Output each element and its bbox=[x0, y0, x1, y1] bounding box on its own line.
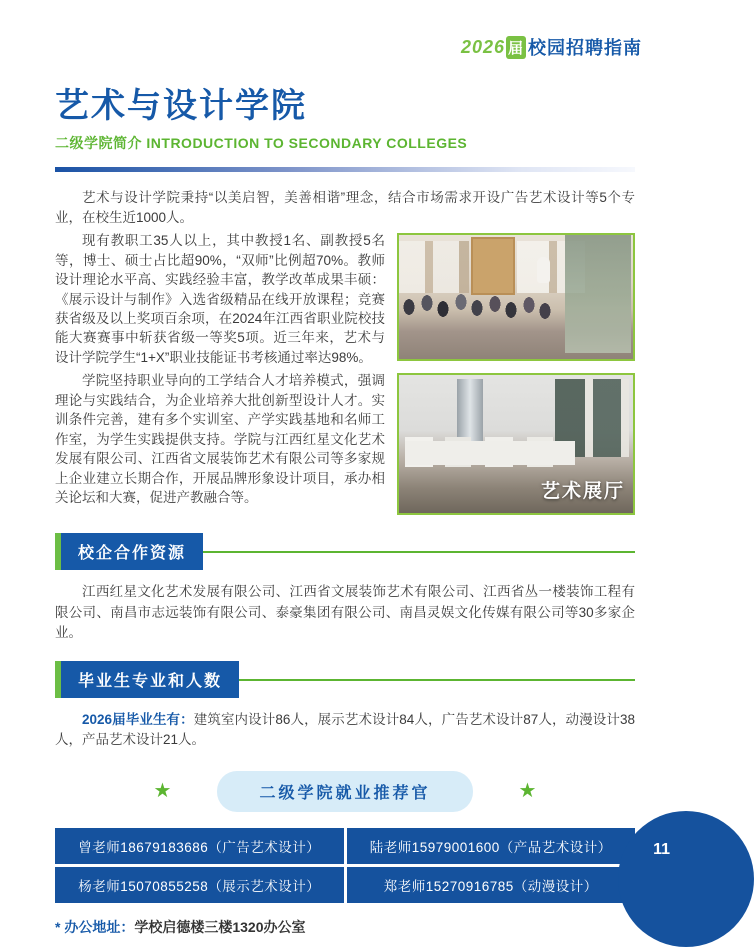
title-block bbox=[55, 88, 635, 172]
star-icon: ★ bbox=[518, 780, 537, 803]
intro-section bbox=[55, 188, 635, 515]
section-heading-cooperation bbox=[55, 533, 635, 570]
heading-label: 校企合作资源 bbox=[61, 533, 203, 570]
contact-cell: 陆老师15979001600（产品艺术设计） bbox=[347, 828, 636, 864]
photo-lecture-statue bbox=[537, 257, 550, 283]
office-address-label: * 办公地址： bbox=[55, 918, 135, 935]
star-icon: ★ bbox=[153, 780, 172, 803]
masthead-guide-title: 校园招聘指南 bbox=[528, 38, 642, 58]
page-title: 艺术与设计学院 bbox=[55, 87, 307, 125]
page-number: 11 bbox=[653, 841, 670, 858]
masthead-year: 2026 bbox=[460, 36, 505, 57]
intro-paragraph-2: 现有教职工35人以上，其中教授1名、副教授5名等，博士、硕士占比超90%，“双师”比例超70%。教师设计理论水平高、实践经验丰富，教学改革成果丰硕：《展示设计与制作》入选省级精品在线开放课程；竞赛获省级及以上奖项百余项，在2024年江西省职业院校技能大赛赛事中斩获省级一等奖5项。近三年来，艺术与设计学院学生“1+X”职业技能证书考核通过率达98%。 bbox=[55, 233, 385, 365]
photo-exhibition-pedestals bbox=[405, 437, 575, 467]
office-address bbox=[55, 917, 635, 937]
recommender-pill: 二级学院就业推荐官 bbox=[217, 771, 472, 812]
graduates-detail: 建筑室内设计86人，展示艺术设计84人，广告艺术设计87人，动漫设计38人，产品艺术设计21人。 bbox=[55, 712, 635, 748]
photo-lecture-screen-wall bbox=[565, 235, 631, 353]
section-heading-graduates bbox=[55, 661, 635, 698]
graduates-body bbox=[55, 710, 635, 751]
corner-shape bbox=[618, 811, 754, 947]
page-subtitle: 二级学院简介 INTRODUCTION TO SECONDARY COLLEGES bbox=[55, 135, 468, 152]
contact-cell: 曾老师18679183686（广告艺术设计） bbox=[55, 828, 344, 864]
photo-lecture-hall bbox=[397, 233, 635, 361]
office-address-value: 学校启德楼三楼1320办公室 bbox=[134, 918, 306, 935]
photo-exhibition-label: 艺术展厅 bbox=[540, 480, 625, 502]
title-divider bbox=[55, 167, 635, 172]
contact-table bbox=[55, 828, 635, 903]
intro-paragraph-3: 学院坚持职业导向的工学结合人才培养模式，强调理论与实践结合，为企业培养大批创新型设计人才。实训条件完善，建有多个实训室、产学实践基地和名师工作室，为学生实践提供支持。学院与江西红星文化艺术发展有限公司、江西省文展装饰艺术有限公司等多家规上企业建立长期合作，开展品牌形象设计项目，承办相关论坛和大赛，促进产教融合等。 bbox=[55, 373, 385, 505]
contact-cell: 郑老师15270916785（动漫设计） bbox=[347, 867, 636, 903]
heading-rule bbox=[203, 551, 635, 553]
heading-label: 毕业生专业和人数 bbox=[61, 661, 239, 698]
intro-paragraph-1: 艺术与设计学院秉持“以美启智，美善相谐”理念，结合市场需求开设广告艺术设计等5个专业，在校生近1000人。 bbox=[55, 190, 635, 225]
graduates-lead: 2026届毕业生有： bbox=[82, 712, 194, 728]
photo-column bbox=[397, 233, 635, 515]
page-content bbox=[55, 0, 635, 937]
masthead-jie-badge: 届 bbox=[506, 36, 526, 59]
cooperation-body: 江西红星文化艺术发展有限公司、江西省文展装饰艺术有限公司、江西省丛一楼装饰工程有限公司、南昌市志远装饰有限公司、泰豪集团有限公司、南昌灵娱文化传媒有限公司等30多家企业。 bbox=[55, 584, 635, 640]
photo-exhibition-hall bbox=[397, 373, 635, 515]
recommender-banner bbox=[55, 771, 635, 812]
photo-lecture-students bbox=[399, 287, 559, 331]
heading-rule bbox=[239, 679, 635, 681]
contact-cell: 杨老师15070855258（展示艺术设计） bbox=[55, 867, 344, 903]
